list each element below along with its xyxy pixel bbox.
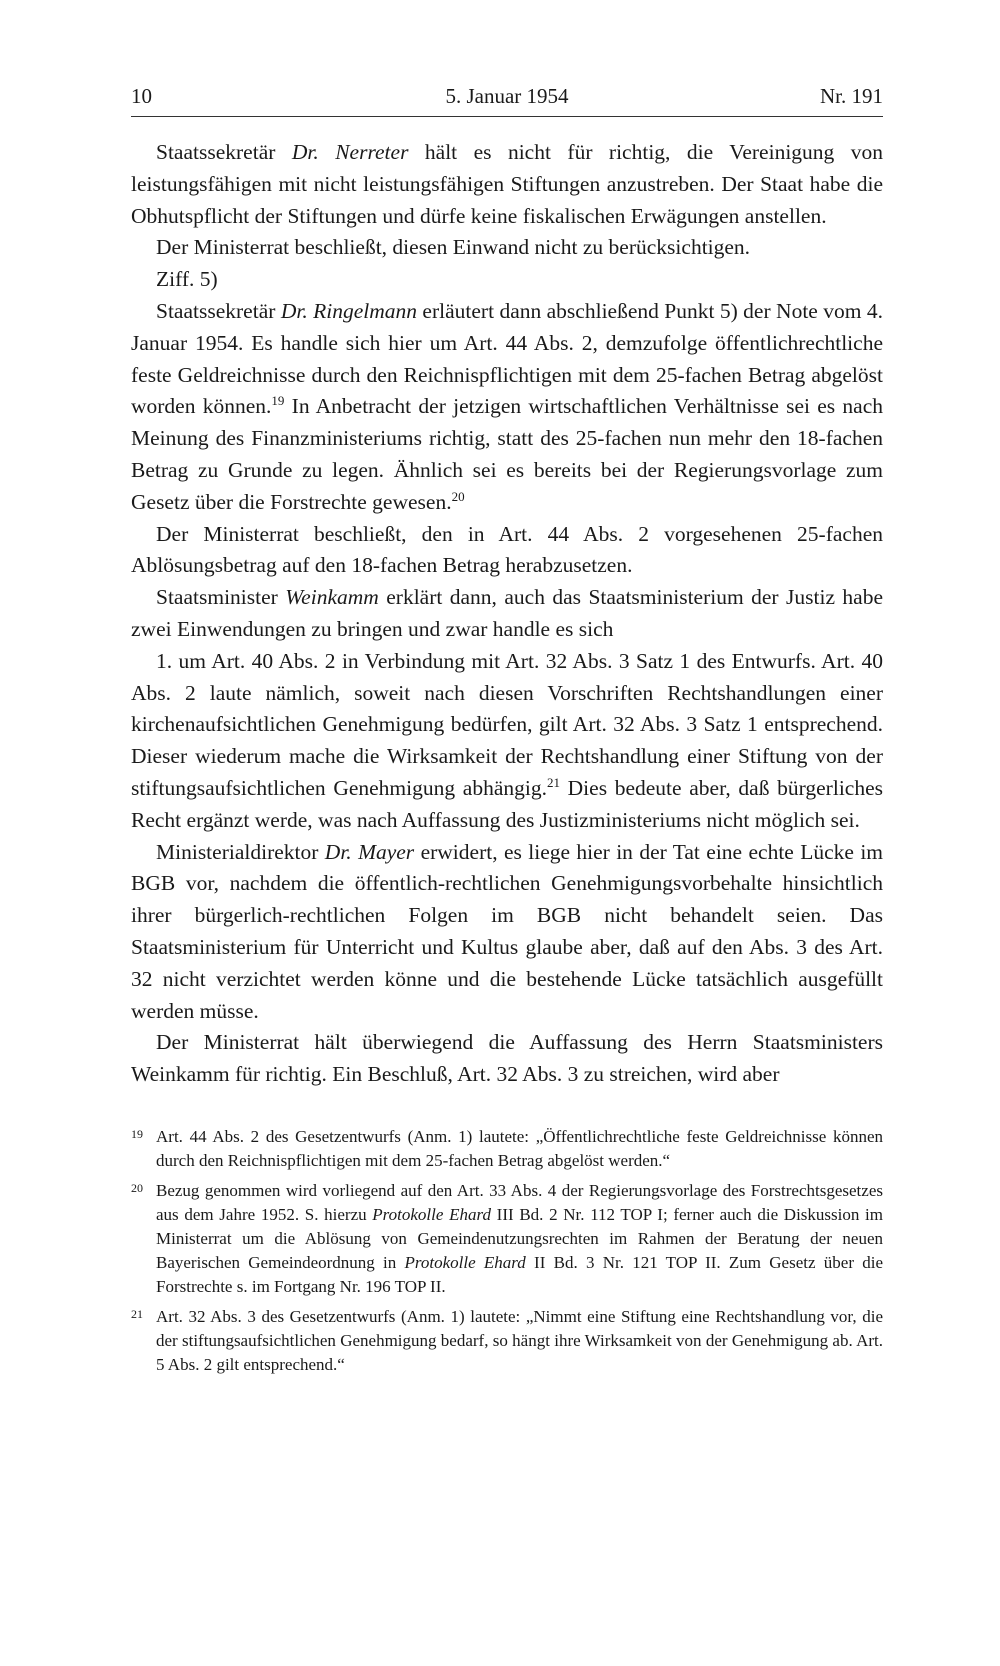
footnote: 19 Art. 44 Abs. 2 des Gesetzentwurfs (Anm. 1) lautete: „Öffentlichrechtliche feste Geldreichnisse können durch den Reichnispflichtigen mit dem 25-fachen Betrag abgelöst werden.“ xyxy=(131,1125,883,1173)
paragraph: Der Ministerrat beschließt, den in Art. 44 Abs. 2 vorgesehenen 25-fachen Ablösungsbetrag auf den 18-fachen Betrag herabzusetzen. xyxy=(131,521,883,578)
paragraph: 1. um Art. 40 Abs. 2 in Verbindung mit Art. 32 Abs. 3 Satz 1 des Entwurfs. Art. 40 Abs. 2 laute nämlich, soweit nach diesen Vorschriften Rechtshandlungen einer kirchenaufsichtlichen Genehmigung bedürfen, gilt Art. 32 Abs. 3 Satz 1 entsprechend. Dieser wiederum mache die Wirksamkeit der Rechtshandlung einer Stiftung von der stiftungsaufsichtlichen Genehmigung abhängig.$^{21}$ Dies bedeute aber, daß bürgerliches Recht ergänzt werde, was nach Auffassung des Justizministeriums nicht möglich sei. xyxy=(131,648,883,832)
paragraph: Ministerialdirektor Dr. Mayer erwidert, es liege hier in der Tat eine echte Lücke im BGB vor, nachdem die öffentlich-rechtlichen Genehmigungsvorbehalte hinsichtlich ihrer bürgerlich-rechtlichen Folgen im BGB nicht behandelt seien. Das Staatsministerium für Unterricht und Kultus glaube aber, daß auf den Abs. 3 des Art. 32 nicht verzichtet werden könne und die bestehende Lücke tatsächlich ausgefüllt werden müsse. xyxy=(131,839,884,1023)
paragraph: Staatsminister Weinkamm erklärt dann, auch das Staatsministerium der Justiz habe zwei Einwendungen zu bringen und zwar handle es sich xyxy=(131,585,883,641)
section-label: Ziff. 5) xyxy=(156,267,218,292)
main-text xyxy=(131,137,883,1091)
page-number: 10 xyxy=(131,84,152,108)
footnote-number: 20 xyxy=(131,1180,143,1195)
document-page xyxy=(131,84,883,1383)
speaker-name: Weinkamm xyxy=(285,585,379,610)
footnote-number: 21 xyxy=(131,1306,143,1321)
header-issue-number: Nr. 191 xyxy=(820,84,883,108)
paragraph: Der Ministerrat hält überwiegend die Auffassung des Herrn Staatsministers Weinkamm für richtig. Ein Beschluß, Art. 32 Abs. 3 zu streichen, wird aber xyxy=(131,1030,883,1087)
running-header xyxy=(131,84,883,117)
speaker-name: Dr. Nerreter xyxy=(291,140,409,164)
footnote-ref: 21 xyxy=(546,774,560,790)
footnote-number: 19 xyxy=(131,1126,143,1141)
speaker-name: Dr. Ringelmann xyxy=(280,298,418,323)
speaker-name: Dr. Mayer xyxy=(324,839,415,864)
header-date: 5. Januar 1954 xyxy=(445,84,569,108)
footnote-ref: 20 xyxy=(451,488,465,504)
footnotes xyxy=(131,1125,883,1377)
paragraph: Staatssekretär Dr. Ringelmann erläutert dann abschließend Punkt 5) der Note vom 4. Januar 1954. Es handle sich hier um Art. 44 Abs. 2, demzufolge öffentlichrechtliche feste Geldreichnisse durch den Reichnispflichtigen mit dem 25-fachen Betrag abgelöst worden können.$^{19}$ In Anbetracht der jetzigen wirtschaftlichen Verhältnisse sei es nach Meinung des Finanzministeriums richtig, statt des 25-fachen nun mehr den 18-fachen Betrag zu Grunde zu legen. Ähnlich sei es bereits bei der Regierungsvorlage zum Gesetz über die Forstrechte gewesen.$^{20}$ xyxy=(131,298,883,514)
paragraph: Der Ministerrat beschließt, diesen Einwand nicht zu berücksichtigen. xyxy=(156,235,751,260)
paragraph: Staatssekretär Dr. Nerreter hält es nicht für richtig, die Vereinigung von leistungsfähigen mit nicht leistungsfähigen Stiftungen anzustreben. Der Staat habe die Obhutspflicht der Stiftungen und dürfe keine fiskalischen Erwägungen anstellen. xyxy=(131,140,883,228)
footnote-ref: 19 xyxy=(271,393,285,409)
footnote: 21 Art. 32 Abs. 3 des Gesetzentwurfs (Anm. 1) lautete: „Nimmt eine Stiftung eine Rechtshandlung vor, die der stiftungsaufsichtlichen Genehmigung bedarf, so hängt ihre Wirksamkeit von der Genehmigung ab. Art. 5 Abs. 2 gilt entsprechend.“ xyxy=(131,1305,883,1377)
footnote: 20 Bezug genommen wird vorliegend auf den Art. 33 Abs. 4 der Regierungsvorlage des Forstrechtsgesetzes aus dem Jahre 1952. S. hierzu Protokolle Ehard III Bd. 2 Nr. 112 TOP I; ferner auch die Diskussion im Ministerrat um die Ablösung von Gemeindenutzungsrechten im Rahmen der Beratung der neuen Bayerischen Gemeindeordnung in Protokolle Ehard II Bd. 3 Nr. 121 TOP II. Zum Gesetz über die Forstrechte s. im Fortgang Nr. 196 TOP II. xyxy=(131,1179,883,1299)
